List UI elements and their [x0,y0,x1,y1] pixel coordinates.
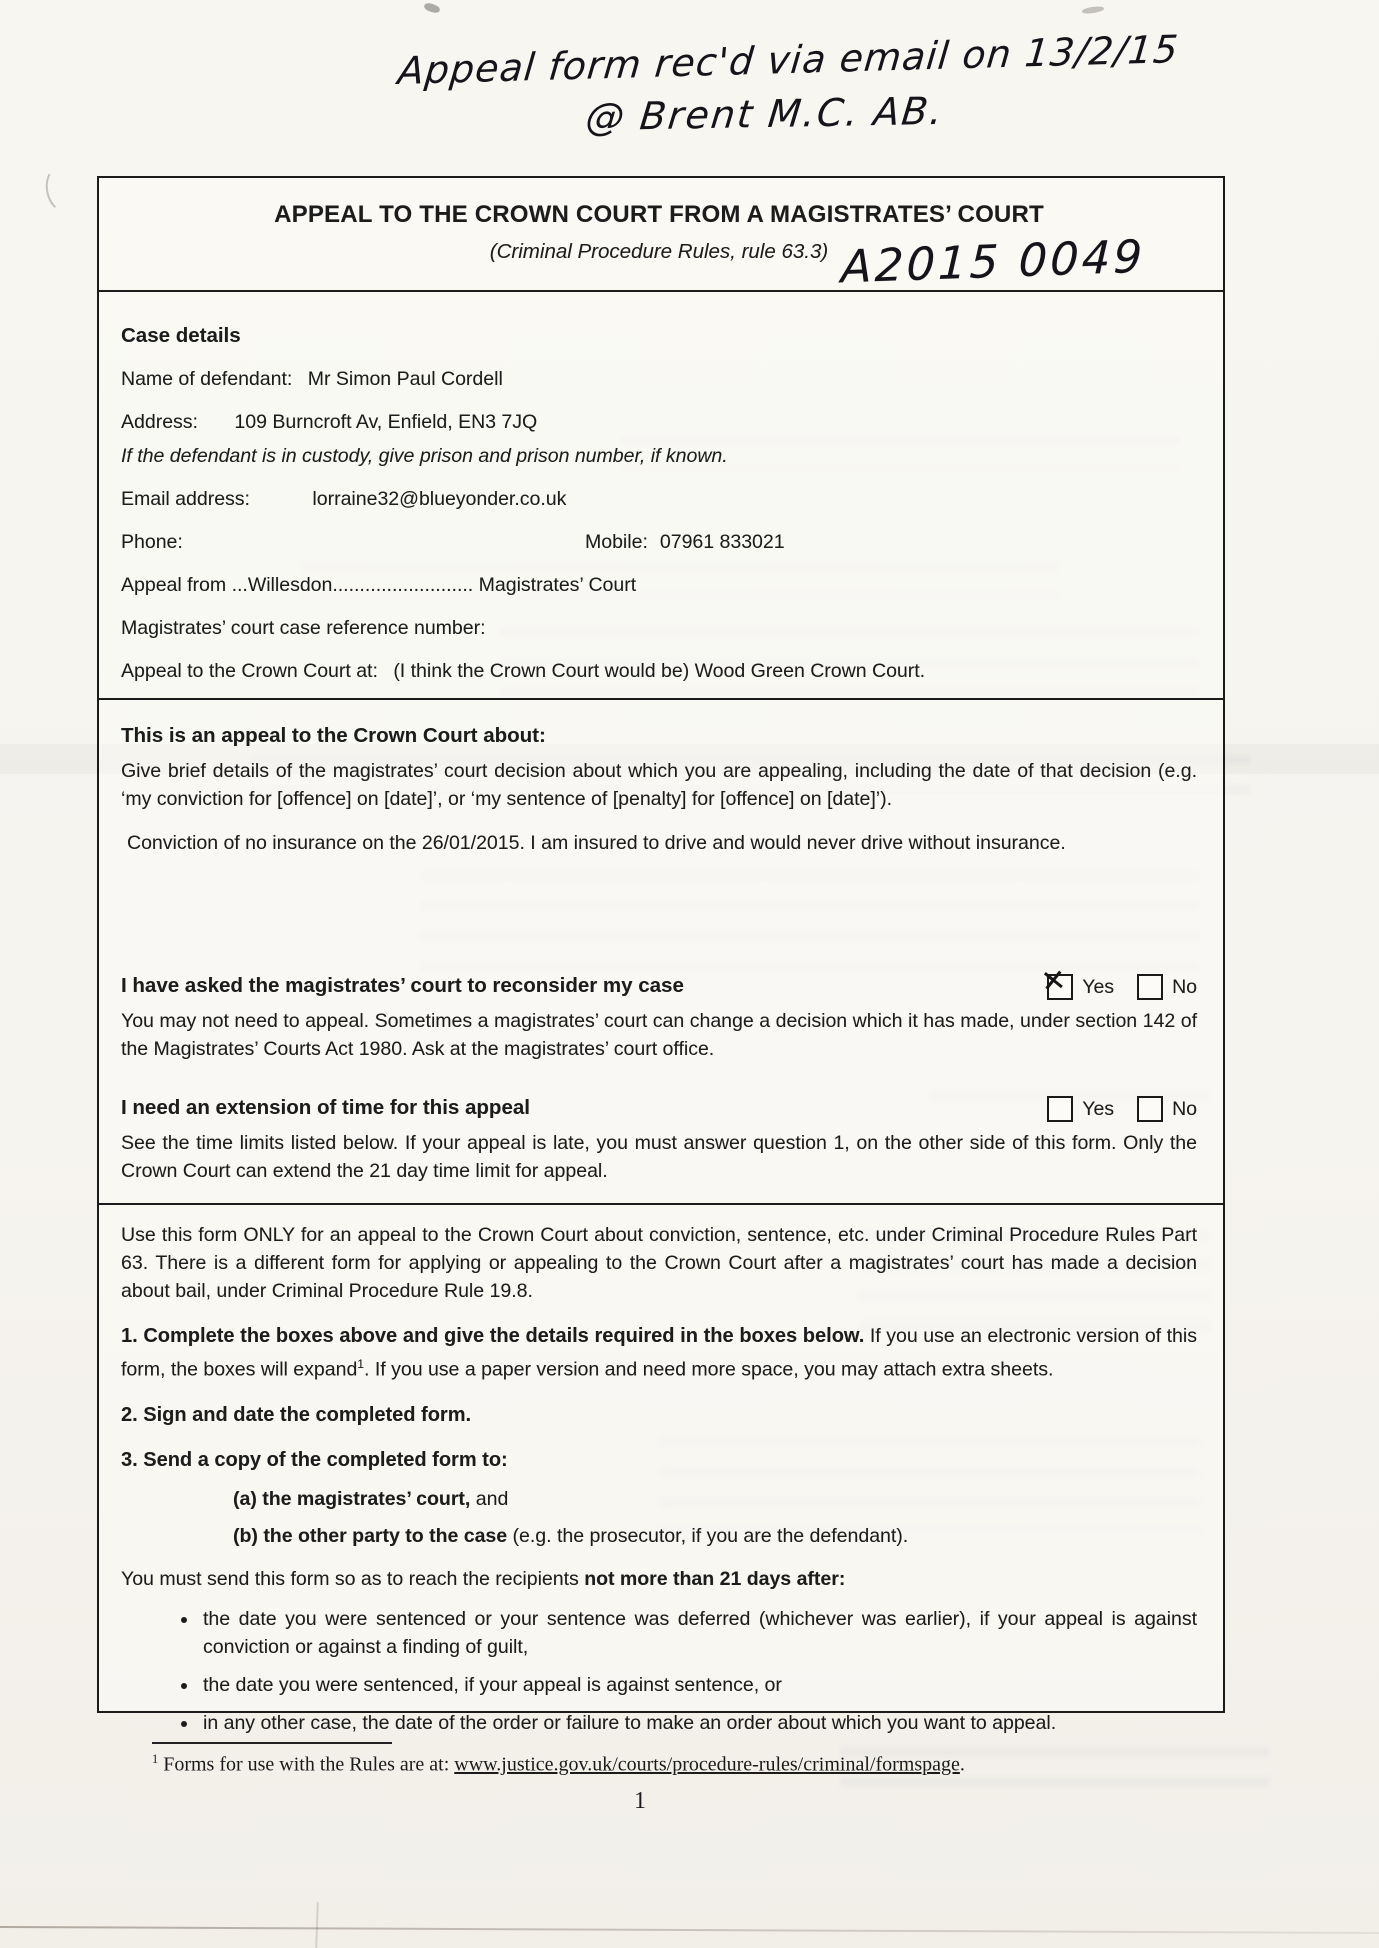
extension-body: See the time limits listed below. If your appeal is late, you must answer question 1, on the other side of this form. Only the Crown Court can extend the 21 day time limit for appeal. [121,1132,1197,1182]
appeal-about-answer: Conviction of no insurance on the 26/01/2015. I am insured to drive and would never drive without insurance. [127,832,1066,854]
appeal-about-heading: This is an appeal to the Crown Court about: [121,724,546,747]
reconsider-options [1047,973,1197,1000]
handwritten-received-note-line2: @ Brent M.C. AB. [583,88,947,140]
handwritten-case-number: A2015 0049 [840,229,1146,294]
footnote-link[interactable]: www.justice.gov.uk/courts/procedure-rules/criminal/formspage [454,1753,960,1776]
phone-label: Phone: [121,531,183,553]
step-3a-bold: (a) the magistrates’ court, [233,1487,471,1510]
case-reference-row [121,616,1197,640]
step-1-heading: 1. Complete the boxes above and give the details required in the boxes below. [121,1325,865,1347]
deadline-bold: not more than 21 days after: [584,1567,846,1590]
address-row [121,410,1197,434]
deadline-item: • the date you were sentenced or your sentence was deferred (whichever was earlier), if your appeal is against conviction or against a finding of guilt, [199,1605,1197,1661]
step-1-text: If you use an electronic version of this form, the boxes will expand [121,1325,1197,1381]
appeal-from-suffix: Magistrates’ Court [478,574,637,596]
pencil-mark [42,164,82,215]
extension-yes-checkbox[interactable] [1047,1096,1073,1122]
deadline-item: • the date you were sentenced, if your appeal is against sentence, or [199,1671,1197,1699]
phone-row [121,530,1197,554]
appeal-about-instructions: Give brief details of the magistrates’ court decision about which you are appealing, including the date of that decision (e.g. ‘my conviction for [offence] on [date]’, or ‘my sentence of [penalty] for [offence] on [date]’). [121,760,1197,810]
form-title: APPEAL TO THE CROWN COURT FROM A MAGISTRATES’ COURT [274,201,1044,228]
page-edge-mark [315,1902,319,1948]
reconsider-heading: I have asked the magistrates’ court to reconsider my case [121,974,684,997]
address-label: Address: [121,411,198,433]
form-header [121,200,1197,294]
extension-heading: I need an extension of time for this appeal [121,1096,530,1119]
section-divider [99,698,1223,700]
footnote-divider [152,1742,392,1744]
step-1 [121,1322,1197,1384]
appeal-to-label: Appeal to the Crown Court at: [121,660,378,682]
extension-no-checkbox[interactable] [1137,1096,1163,1122]
step-2: 2. Sign and date the completed form. [121,1403,472,1426]
appeal-to-value: (I think the Crown Court would be) Wood Green Crown Court. [393,660,926,682]
reconsider-body: You may not need to appeal. Sometimes a magistrates’ court can change a decision which it has made, under section 142 of the Magistrates’ Courts Act 1980. Ask at the magistrates’ court office. [121,1010,1197,1060]
step-3a [233,1487,1197,1511]
page-number: 1 [634,1788,646,1814]
reconsider-no-label: No [1172,976,1197,998]
deadline-list [121,1605,1197,1737]
case-details-heading: Case details [121,324,241,347]
deadline-text: You must send this form so as to reach the recipients [121,1567,579,1590]
mobile-group [585,530,785,554]
step-3a-rest: and [475,1487,509,1510]
extension-question-row [121,1095,1197,1122]
footnote-text: Forms for use with the Rules are at: [163,1753,450,1776]
extension-yes-label: Yes [1082,1098,1115,1120]
usage-intro: Use this form ONLY for an appeal to the Crown Court about conviction, sentence, etc. under Criminal Procedure Rules Part 63. There is a different form for applying or appealing to the Crown Court after a magistrates’ court has made a decision about bail, under Criminal Procedure Rule 19.8. [121,1224,1197,1302]
reconsider-yes-label: Yes [1082,976,1115,998]
case-details-section [121,324,1197,683]
defendant-name-value: Mr Simon Paul Cordell [307,368,503,390]
step-3: 3. Send a copy of the completed form to: [121,1448,508,1471]
case-reference-label: Magistrates’ court case reference number: [121,617,486,639]
step-1-text-cont: . If you use a paper version and need more space, you may attach extra sheets. [364,1358,1054,1381]
defendant-name-row [121,367,1197,391]
appeal-from-row [121,573,1197,597]
appeal-to-row [121,659,1197,683]
mobile-value: 07961 833021 [659,531,785,553]
reconsider-question-row [121,973,1197,1000]
email-value: lorraine32@blueyonder.co.uk [312,488,567,510]
scan-smudge [1082,5,1105,14]
reconsider-no-checkbox[interactable] [1137,974,1163,1000]
email-row [121,487,1197,511]
page-edge-line [0,1926,1379,1934]
footnote-period: . [959,1753,965,1776]
section-divider [99,290,1223,292]
reconsider-yes-checkbox[interactable] [1047,974,1073,1000]
mobile-label: Mobile: [585,531,648,553]
deadline-line [121,1565,1197,1593]
custody-note: If the defendant is in custody, give prison and prison number, if known. [121,445,728,467]
appeal-about-section [121,724,1197,973]
form-subtitle: (Criminal Procedure Rules, rule 63.3) [489,240,829,263]
handwritten-received-note-line1: Appeal form rec'd via email on 13/2/15 [396,27,1181,93]
appeal-from-label: Appeal from [121,574,227,596]
step-3b [233,1524,1197,1548]
deadline-item: • in any other case, the date of the order or failure to make an order about which you want to appeal. [199,1709,1197,1737]
extension-options [1047,1095,1197,1122]
answer-space [121,855,1197,973]
step-3b-rest: (e.g. the prosecutor, if you are the defendant). [512,1524,909,1547]
scan-smudge [423,2,441,15]
footnote-marker: 1 [357,1357,365,1371]
section-divider [99,1203,1223,1205]
defendant-name-label: Name of defendant: [121,368,293,390]
footnote [152,1752,1052,1777]
footnote-number: 1 [152,1752,159,1766]
extension-no-label: No [1172,1098,1197,1120]
usage-notes-section [121,1221,1197,1737]
appeal-from-value: ...Willesdon.......................... [231,574,474,596]
email-label: Email address: [121,488,250,510]
step-3b-bold: (b) the other party to the case [233,1524,508,1547]
appeal-form [97,176,1225,1734]
address-value: 109 Burncroft Av, Enfield, EN3 7JQ [234,411,538,433]
